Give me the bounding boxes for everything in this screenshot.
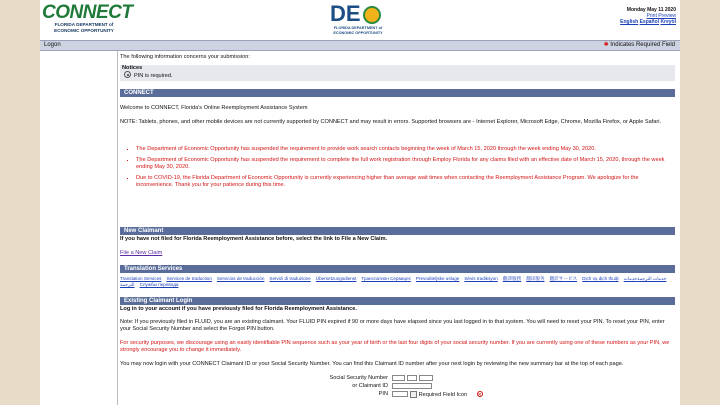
lang-english-link[interactable]: English — [620, 19, 639, 25]
print-preview-link[interactable]: Print Preview — [646, 13, 676, 19]
lang-kreyol-link[interactable]: Kreyòl — [660, 19, 676, 25]
page — [40, 0, 680, 405]
welcome-text: Welcome to CONNECT, Florida's Online Reemployment Assistance System — [120, 105, 308, 111]
nav-bar — [40, 40, 680, 51]
translation-link[interactable]: 翻译服务 — [526, 276, 545, 281]
existing-claimant-header: Existing Claimant Login — [120, 297, 675, 305]
file-new-claim-link[interactable]: File a New Claim — [120, 250, 163, 256]
required-field-icon-row — [410, 391, 483, 399]
header-utility — [620, 7, 676, 25]
translation-link[interactable]: خدمات الترجمة — [120, 276, 638, 287]
covid-alerts — [120, 146, 670, 193]
translation-link[interactable]: Translation Services — [120, 276, 162, 281]
required-field-note — [604, 41, 675, 50]
notice-bullet-icon — [124, 71, 131, 78]
security-warning: For security purposes, we discourage using an easily identifiable PIN sequence such as your year of birth or the last four digits of your social security number. If you are currently using one of these numbers as your PIN, we strongly encourage you to change it immediately. — [120, 340, 670, 353]
alert-item: ▪ Due to COVID-19, the Florida Department of Economic Opportunity is currently experiencing higher than average wait times when contacting the Reemployment Assistance Program. We apologize for the inconvenience. Thank you for your patience during this time. — [136, 175, 670, 189]
translation-link[interactable]: Dịch vụ dịch thuật — [582, 276, 619, 281]
translation-link[interactable]: Übersetzungsdienst — [315, 276, 357, 281]
notices-box — [120, 65, 675, 81]
translation-link[interactable]: Servizi di traduzione — [269, 276, 311, 281]
deo-logo-word: DE — [330, 1, 361, 26]
translation-link[interactable]: خدمات الترجمة — [637, 276, 667, 281]
translation-link[interactable]: Prevoditeljske usluge — [415, 276, 460, 281]
pin-input[interactable] — [392, 391, 408, 397]
translation-link[interactable]: Транслатион Сервицес — [361, 276, 411, 281]
current-date: Monday May 11 2020 — [626, 7, 676, 13]
new-claimant-header: New Claimant — [120, 227, 675, 235]
ssn-input-part2[interactable] — [407, 375, 417, 381]
header — [40, 0, 680, 40]
translation-link[interactable]: Sèvis tradiksyon — [464, 276, 498, 281]
translation-link[interactable]: 翻譯服務 — [502, 276, 522, 281]
alert-item: ▪ The Department of Economic Opportunity has suspended the requirement to complete the full work registration through Employ Florida for any claims filed with an effective date of March 15, 2020, through the week ending May 30, 2020. — [136, 157, 670, 171]
connect-logo[interactable] — [42, 2, 133, 35]
translation-link[interactable]: Services de traduction — [166, 276, 212, 281]
ssn-label: Social Security Number — [329, 375, 388, 381]
deo-logo-globe-icon — [363, 6, 381, 24]
new-claimant-instruction: If you have not filed for Florida Reemployment Assistance before, select the link to File a New Claim. — [120, 236, 388, 242]
ssn-input-part3[interactable] — [419, 375, 433, 381]
required-field-icon-label: Required Field Icon — [418, 392, 468, 398]
alert-item: ▪ The Department of Economic Opportunity has suspended the requirement to provide work search contacts beginning the week of March 15, 2020 through the week ending May 30, 2020. — [136, 146, 670, 153]
lang-spanish-link[interactable]: Español — [639, 19, 660, 25]
connect-section-header: CONNECT — [120, 89, 675, 97]
submission-info: The following information concerns your submission: — [120, 54, 250, 60]
notice-text: PIN is required. — [134, 72, 173, 79]
logon-label: Logon — [44, 42, 61, 48]
translation-link[interactable]: 翻訳サービス — [549, 276, 578, 281]
claimant-id-label: or Claimant ID — [352, 383, 388, 389]
ssn-input-part1[interactable] — [392, 375, 405, 381]
notice-item — [122, 72, 675, 80]
translation-services-header: Translation Services — [120, 265, 675, 273]
translation-links — [120, 276, 675, 288]
language-links — [620, 19, 676, 25]
deo-logo — [328, 3, 388, 37]
pin-label: PIN — [378, 391, 388, 397]
claimant-id-input[interactable] — [392, 383, 432, 389]
connect-logo-word: CONNECT — [42, 2, 133, 23]
required-field-icon — [410, 391, 417, 398]
notices-title: Notices — [122, 65, 143, 71]
browser-note: NOTE: Tablets, phones, and other mobile devices are not currently supported by CONNECT and may result in errors. Supported browsers are - Internet Explorer, Microsoft Edge, Chrome, Mozilla Firefox, or Apple Safari. — [120, 119, 662, 125]
translation-link[interactable]: Службы перевода — [139, 282, 179, 287]
translation-link[interactable]: Servicios de traducción — [216, 276, 265, 281]
deo-logo-subtitle: FLORIDA DEPARTMENT of ECONOMIC OPPORTUNITY — [333, 26, 383, 35]
error-icon: ✕ — [477, 392, 482, 398]
required-star-icon: ✱ — [603, 42, 609, 48]
left-sidebar — [40, 51, 118, 405]
existing-claimant-instruction: Log in to your account if you have previously filed for Florida Reemployment Assistance. — [120, 306, 357, 312]
fluid-note: Note: If you previously filed in FLUID, you are an existing claimant. Your FLUID PIN expired if 90 or more days have elapsed since you last logged in to that system. You will need to reset your PIN. To reset your PIN, enter your Social Security Number and select the Forgot PIN button. — [120, 319, 665, 332]
file-new-claim-row — [120, 250, 675, 257]
login-help: You may now login with your CONNECT Claimant ID or your Social Security Number. You can find this Claimant ID number after your next login by reviewing the new summary bar at the top of each page. — [120, 361, 624, 367]
required-field-text: Indicates Required Field — [610, 42, 675, 48]
connect-logo-subtitle: FLORIDA DEPARTMENT of ECONOMIC OPPORTUNITY — [54, 22, 114, 33]
